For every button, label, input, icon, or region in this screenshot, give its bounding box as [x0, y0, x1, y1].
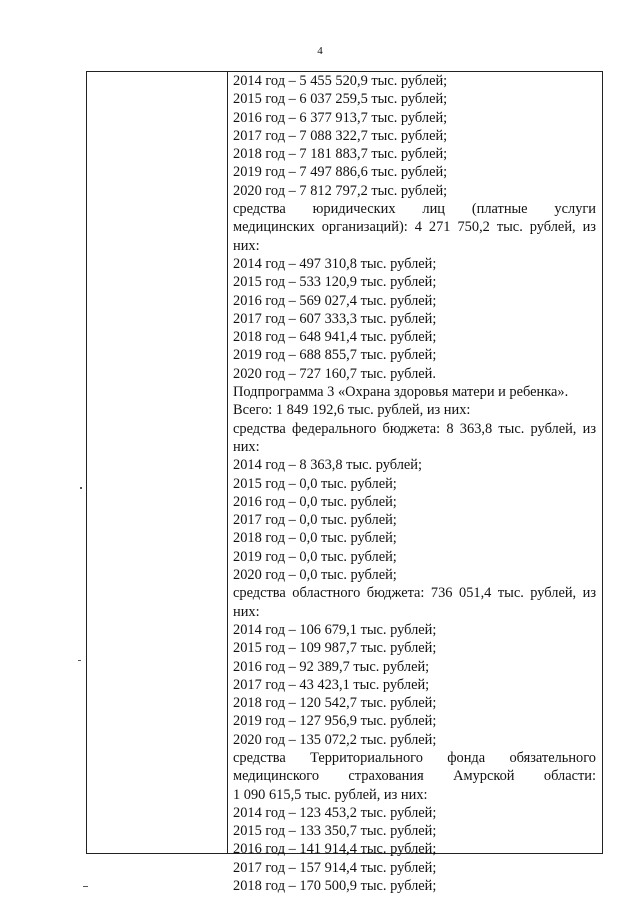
- text-line: 2017 год – 157 914,4 тыс. рублей;: [233, 859, 437, 876]
- text-line: 2016 год – 92 389,7 тыс. рублей;: [233, 658, 430, 675]
- scan-mark: [83, 886, 88, 887]
- text-line: 2016 год – 0,0 тыс. рублей;: [233, 493, 397, 510]
- text-line: средства областного бюджета: 736 051,4 тыс. рублей, из: [233, 585, 596, 602]
- text-line: средства юридических лиц (платные услуги: [233, 201, 596, 218]
- text-line: Всего: 1 849 192,6 тыс. рублей, из них:: [233, 402, 471, 419]
- text-line: Подпрограмма 3 «Охрана здоровья матери и ребенка».: [233, 384, 569, 401]
- text-line: 2017 год – 7 088 322,7 тыс. рублей;: [233, 127, 448, 144]
- text-line: них:: [233, 603, 260, 620]
- funding-table: [86, 71, 603, 895]
- text-line: 2019 год – 7 497 886,6 тыс. рублей;: [233, 164, 448, 181]
- text-line: 2018 год – 120 542,7 тыс. рублей;: [233, 695, 437, 712]
- text-line: средства Территориального фонда обязательного: [233, 749, 596, 766]
- text-line: них:: [233, 237, 260, 254]
- text-line: 2015 год – 0,0 тыс. рублей;: [233, 475, 397, 492]
- text-line: 2014 год – 123 453,2 тыс. рублей;: [233, 804, 437, 821]
- scan-mark: [80, 487, 82, 489]
- text-line: 2015 год – 533 120,9 тыс. рублей;: [233, 274, 437, 291]
- text-line: 2020 год – 7 812 797,2 тыс. рублей;: [233, 182, 448, 199]
- text-line: 2018 год – 648 941,4 тыс. рублей;: [233, 329, 437, 346]
- page-number: 4: [317, 45, 323, 57]
- text-line: 2019 год – 688 855,7 тыс. рублей;: [233, 347, 437, 364]
- text-line: 2014 год – 106 679,1 тыс. рублей;: [233, 621, 437, 638]
- text-line: медицинского страхования Амурской области:: [233, 768, 596, 785]
- text-line: 2016 год – 569 027,4 тыс. рублей;: [233, 292, 437, 309]
- text-line: средства федерального бюджета: 8 363,8 тыс. рублей, из: [233, 420, 596, 437]
- text-line: 2020 год – 135 072,2 тыс. рублей;: [233, 731, 437, 748]
- text-line: 2016 год – 141 914,4 тыс. рублей;: [233, 841, 437, 858]
- text-line: 2020 год – 727 160,7 тыс. рублей.: [233, 365, 436, 382]
- text-line: 2019 год – 127 956,9 тыс. рублей;: [233, 713, 437, 730]
- text-line: 2017 год – 0,0 тыс. рублей;: [233, 512, 397, 529]
- text-line: 2018 год – 0,0 тыс. рублей;: [233, 530, 397, 547]
- table-text-column: [228, 72, 602, 895]
- text-line: 2019 год – 0,0 тыс. рублей;: [233, 548, 397, 565]
- text-line: 2014 год – 8 363,8 тыс. рублей;: [233, 457, 422, 474]
- text-line: 2014 год – 5 455 520,9 тыс. рублей;: [233, 73, 448, 89]
- text-line: 2015 год – 133 350,7 тыс. рублей;: [233, 823, 437, 840]
- text-line: 1 090 615,5 тыс. рублей, из них:: [233, 786, 428, 803]
- text-line: 2015 год – 109 987,7 тыс. рублей;: [233, 640, 437, 657]
- text-line: них:: [233, 438, 260, 455]
- table-left-column: [87, 72, 228, 853]
- scan-mark: [78, 660, 81, 661]
- text-line: 2016 год – 6 377 913,7 тыс. рублей;: [233, 109, 448, 126]
- text-line: 2020 год – 0,0 тыс. рублей;: [233, 567, 397, 584]
- text-line: медицинских организаций): 4 271 750,2 тыс. рублей, из: [233, 219, 596, 236]
- text-line: 2015 год – 6 037 259,5 тыс. рублей;: [233, 91, 448, 108]
- text-line: 2017 год – 607 333,3 тыс. рублей;: [233, 310, 437, 327]
- text-line: 2017 год – 43 423,1 тыс. рублей;: [233, 676, 430, 693]
- text-line: 2018 год – 7 181 883,7 тыс. рублей;: [233, 146, 448, 163]
- text-line: 2014 год – 497 310,8 тыс. рублей;: [233, 255, 437, 272]
- text-line: 2018 год – 170 500,9 тыс. рублей;: [233, 878, 437, 895]
